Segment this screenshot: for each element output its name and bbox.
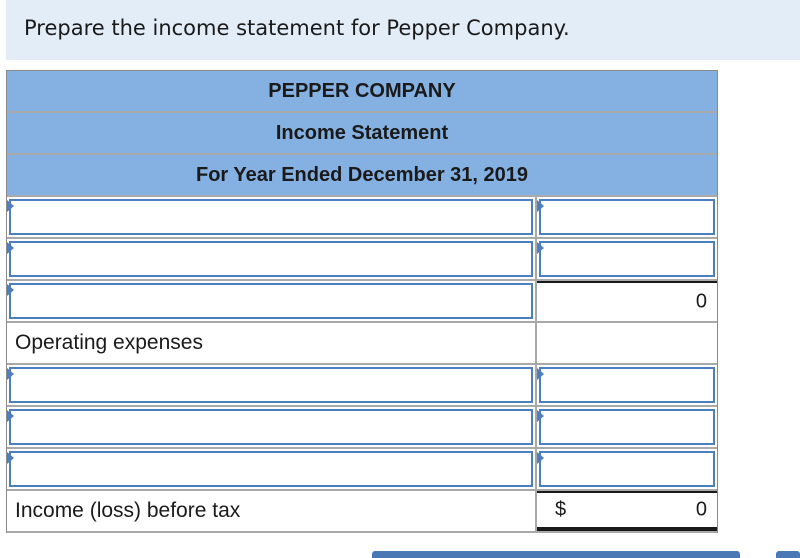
expense-amount-input-3[interactable] xyxy=(539,451,715,487)
amount-cell xyxy=(537,365,717,405)
table-row xyxy=(7,239,717,281)
dropdown-marker-icon xyxy=(7,284,14,296)
account-dropdown-3[interactable] xyxy=(9,283,533,319)
total-amount-cell xyxy=(537,491,717,531)
question-prompt: Prepare the income statement for Pepper Company. xyxy=(24,16,570,40)
expense-dropdown-1[interactable] xyxy=(9,367,533,403)
table-row xyxy=(7,281,717,323)
amount-cell xyxy=(537,197,717,237)
expense-amount-input-1[interactable] xyxy=(539,367,715,403)
label-cell xyxy=(7,449,537,489)
label-cell xyxy=(7,407,537,447)
label-cell xyxy=(7,323,537,363)
computed-amount-cell xyxy=(537,281,717,321)
dropdown-marker-icon xyxy=(537,410,544,422)
dropdown-marker-icon xyxy=(7,200,14,212)
table-row xyxy=(7,365,717,407)
label-cell xyxy=(7,365,537,405)
table-row xyxy=(7,407,717,449)
computed-amount: 0 xyxy=(695,290,707,313)
table-row xyxy=(7,323,717,365)
expense-dropdown-3[interactable] xyxy=(9,451,533,487)
table-row xyxy=(7,197,717,239)
income-before-tax-amount: 0 xyxy=(695,498,707,521)
statement-title-header: Income Statement xyxy=(7,113,717,155)
amount-cell xyxy=(537,239,717,279)
label-cell xyxy=(7,281,537,321)
action-button[interactable] xyxy=(372,551,740,558)
dropdown-marker-icon xyxy=(7,452,14,464)
income-before-tax-label: Income (loss) before tax xyxy=(15,499,241,522)
dropdown-marker-icon xyxy=(537,368,544,380)
table-row xyxy=(7,491,717,533)
label-cell xyxy=(7,491,537,531)
amount-cell xyxy=(537,323,717,363)
amount-cell xyxy=(537,407,717,447)
dropdown-marker-icon xyxy=(7,368,14,380)
dropdown-marker-icon xyxy=(537,242,544,254)
income-statement-table xyxy=(6,70,718,533)
amount-cell xyxy=(537,449,717,489)
expense-amount-input-2[interactable] xyxy=(539,409,715,445)
dropdown-marker-icon xyxy=(7,410,14,422)
question-prompt-bar xyxy=(6,0,800,60)
secondary-action-button[interactable] xyxy=(776,551,800,558)
operating-expenses-label: Operating expenses xyxy=(15,331,203,354)
amount-input-1[interactable] xyxy=(539,199,715,235)
account-dropdown-2[interactable] xyxy=(9,241,533,277)
label-cell xyxy=(7,239,537,279)
currency-symbol: $ xyxy=(555,498,567,521)
table-row xyxy=(7,449,717,491)
amount-input-2[interactable] xyxy=(539,241,715,277)
statement-period-header: For Year Ended December 31, 2019 xyxy=(7,155,717,197)
dropdown-marker-icon xyxy=(537,452,544,464)
company-name-header: PEPPER COMPANY xyxy=(7,71,717,113)
dropdown-marker-icon xyxy=(7,242,14,254)
label-cell xyxy=(7,197,537,237)
dropdown-marker-icon xyxy=(537,200,544,212)
expense-dropdown-2[interactable] xyxy=(9,409,533,445)
account-dropdown-1[interactable] xyxy=(9,199,533,235)
